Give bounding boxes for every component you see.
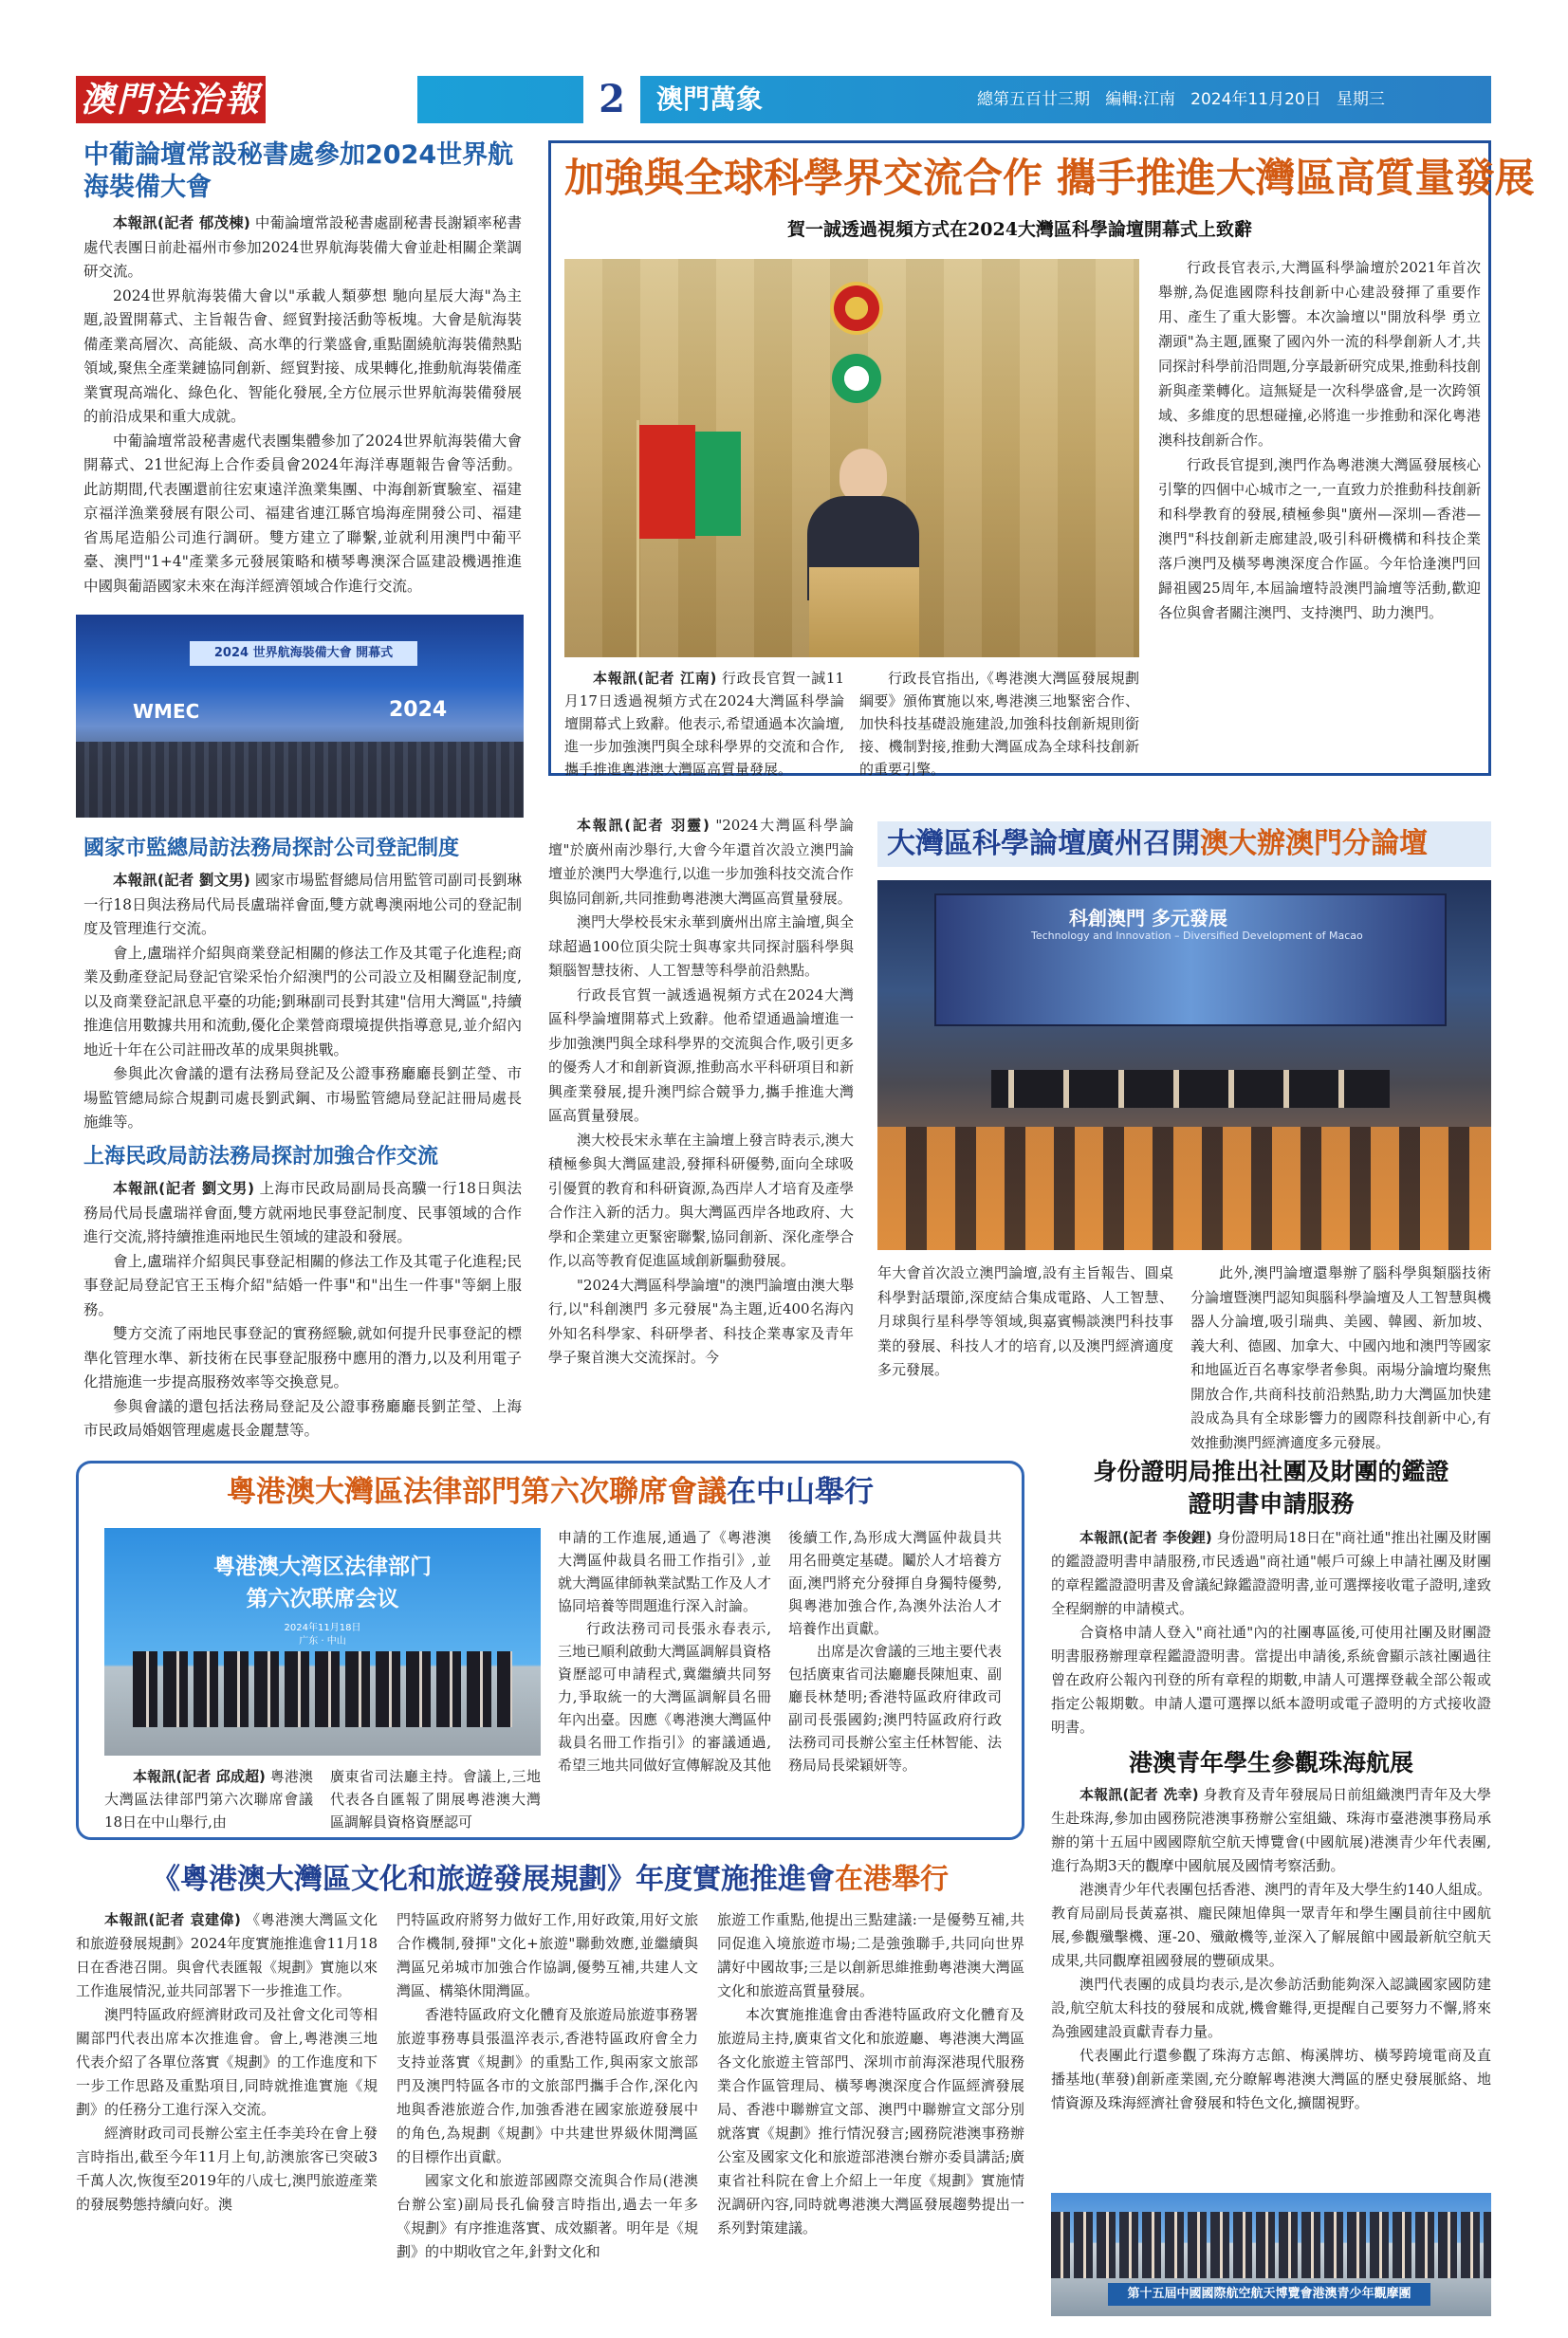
macao-flag	[695, 432, 741, 536]
panel-stage	[991, 1070, 1390, 1108]
screen-logo: WMEC	[133, 700, 200, 723]
section-name: 澳門萬象	[656, 83, 764, 115]
podium	[809, 567, 919, 657]
headline	[79, 1473, 1022, 1511]
para: 後續工作,為形成大灣區仲裁員共用名冊奠定基礎。鬮於人才培養方面,澳門將充分發揮自身獨特優勢,與粵港加強合作,為澳外法治人才培養作出貢獻。	[788, 1529, 1003, 1637]
main-right-col	[1158, 255, 1481, 625]
editor: 編輯:江南	[1105, 90, 1175, 109]
para: 門特區政府將努力做好工作,用好政策,用好文旅合作機制,發揮"文化+旅遊"聯動效應,並繼續與灣區兄弟城市加強合作協調,優勢互補,共建人文灣區、構築休閒灣區。	[397, 1911, 698, 1999]
photo-banner: 第十五屆中國國際航空航天博覽會港澳青少年觀摩團	[1108, 2283, 1430, 2306]
article-identity	[1051, 1456, 1491, 1740]
para: 中葡論壇常設秘書處副秘書長謝穎率秘書處代表團日前赴福州市參加2024世界航海裝備大會並赴相關企業調研交流。	[83, 214, 522, 280]
screen-title: 科創澳門 多元發展	[1069, 907, 1227, 930]
banner-line-3: 2024年11月18日	[284, 1623, 361, 1633]
para: 參與此次會議的還有法務局登記及公證事務廳廳長劉芷瑩、市場監管總局綜合規劃司處長劉武鋼、市場監管總局登記註冊局處長施維等。	[83, 1065, 522, 1131]
headline: 港澳青年學生參觀珠海航展	[1128, 1749, 1413, 1777]
weekday: 星期三	[1336, 90, 1385, 109]
title-a: 《粵港澳大灣區文化和旅遊發展規劃》年度實施推進會	[152, 1863, 835, 1896]
screen-logo-2: 2024	[389, 698, 448, 722]
wmec-photo	[76, 615, 524, 818]
title-b: 在港舉行	[835, 1863, 949, 1896]
china-flag	[638, 425, 695, 539]
para: 2024世界航海裝備大會以"承載人類夢想 馳向星辰大海"為主題,設置開幕式、主旨報告會、經貿對接活動等板塊。大會是航海裝備產業高層次、高能級、高水準的行業盛會,重點圍繞航海裝備熱點領域,聚焦全產業鏈協同創新、經貿對接、成果轉化,推動航海裝備產業實現高端化、綠色化、智能化發展,全方位展示世界航海裝備發展的前沿成果和重大成就。	[83, 286, 522, 425]
para: 身份證明局18日在"商社通"推出社團及財團的鑑證證明書申請服務,市民透過"商社通"帳戶可線上申請社團及財團的章程鑑證證明書及會議紀錄鑑證證明書,並可選擇接收電子證明,達致全程網辦的申請模式。	[1051, 1529, 1491, 1617]
legal-col-4	[788, 1526, 1002, 1777]
headline-line-1: 身份證明局推出社團及財團的鑑證	[1093, 1458, 1449, 1485]
audience-seats	[877, 1127, 1491, 1250]
main-caption-col-1	[564, 667, 844, 781]
legal-col-3	[558, 1526, 771, 1777]
forum-headline	[877, 821, 1491, 867]
para: 行政長官指出,《粵港澳大灣區發展規劃綱要》頒佈實施以來,粵港澳三地緊密合作、加快科技基礎設施建設,加強科技創新規則銜接、機制對接,推動大灣區成為全球科技創新的重要引擎。	[859, 670, 1139, 778]
para: 雙方交流了兩地民事登記的實務經驗,就如何提升民事登記的標準化管理水準、新技術在民事登記服務中應用的潛力,以及利用電子化措施進一步提高服務效率等交換意見。	[83, 1325, 522, 1390]
issue-info	[977, 76, 1385, 123]
para: 參與會議的還包括法務局登記及公證事務廳廳長劉芷瑩、上海市民政局婚姻管理處處長金麗慧等。	[83, 1397, 522, 1439]
caption: 行政長官賀一誠11月17日透過視頻方式在2024大灣區科學論壇開幕式上致辭。他表示,希望通過本次論壇,進一步加強澳門與全球科學界的交流和合作,攜手推進粵港澳大灣區高質量發展。	[564, 670, 844, 778]
byline: 本報訊(記者 羽靈)	[577, 817, 710, 834]
para: 澳大校長宋永華在主論壇上發言時表示,澳大積極參與大灣區建設,發揮科研優勢,面向全球吸引優質的教育和科研資源,為西岸人才培育及產學合作注入新的活力。與大灣區西岸各地政府、大學和企業建立更緊密聯繫,協同創新、深化產學合作,以高等教育促進區域創新驅動發展。	[548, 1131, 854, 1269]
para: 行政長官表示,大灣區科學論壇於2021年首次舉辦,為促進國際科技創新中心建設發揮了重要作用、產生了重大影響。本次論壇以"開放科學 勇立潮頭"為主題,匯聚了國內外一流的科學創新人才,共同探討科學前沿問題,分享最新研究成果,推動科技創新與產業轉化。這無疑是一次科學盛會,是一次跨領域、多維度的思想碰撞,必將進一步推動和深化粵港澳科技創新合作。	[1158, 259, 1481, 449]
para: 會上,盧瑞祥介紹與民事登記相關的修法工作及其電子化進程;民事登記局登記官王玉梅介紹"結婚一件事"和"出生一件事"等網上服務。	[83, 1252, 522, 1318]
byline: 本報訊(記者 李俊鋰)	[1079, 1529, 1212, 1546]
forum-col-b	[1190, 1261, 1491, 1455]
headline: 國家市監總局訪法務局探討公司登記制度	[83, 837, 460, 860]
para: 會上,盧瑞祥介紹與商業登記相關的修法工作及其電子化進程;商業及動產登記局登記官梁采怡介紹澳門的公司設立及相關登記制度,以及商業登記訊息平臺的功能;劉琳副司長對其建"信用大灣區",持續推進信用數據共用和流動,優化企業營商環境提供指導意見,並介紹內地近十年在公司註冊改革的成果與挑戰。	[83, 944, 522, 1059]
para: "2024大灣區科學論壇"於廣州南沙舉行,大會今年還首次設立澳門論壇並於澳門大學進行,以進一步加強科技交流合作與協同創新,共同推動粵港澳大灣區高質量發展。	[548, 817, 854, 907]
para: 此外,澳門論壇還舉辦了腦科學與類腦技術分論壇暨澳門認知與腦科學論壇及人工智慧與機器人分論壇,吸引瑞典、美國、韓國、新加坡、義大利、德國、加拿大、中國內地和澳門等國家和地區近百名專家學者參與。兩場分論壇均聚焦開放合作,共商科技前沿熱點,助力大灣區加快建設成為具有全球影響力的國際科技創新中心,有效推動澳門經濟適度多元發展。	[1190, 1264, 1491, 1451]
article-airshow	[1051, 1747, 1491, 2115]
group-people	[1051, 2212, 1491, 2278]
para: 行政長官提到,澳門作為粵港澳大灣區發展核心引擎的四個中心城市之一,一直致力於推動科技創新和科學教育的發展,積極參與"廣州—深圳—香港—澳門"科技創新走廊建設,吸引科研機構和科技企業落戶澳門及橫琴粵澳深度合作區。今年恰逢澳門回歸祖國25周年,本屆論壇特設澳門論壇等活動,歡迎各位與會者關注澳門、支持澳門、助力澳門。	[1158, 456, 1481, 621]
title-b: 在中山舉行	[727, 1475, 874, 1509]
main-caption-col-2	[859, 667, 1139, 781]
article-forum-body	[548, 814, 854, 1371]
para: 《粵港澳大灣區文化和旅遊發展規劃》2024年度實施推進會11月18日在香港召開。與會代表匯報《規劃》實施以來工作進展情況,並共同部署下一步推進工作。	[76, 1911, 378, 1999]
byline: 本報訊(記者 劉文男)	[113, 1180, 255, 1197]
article-body	[83, 1177, 522, 1444]
para: 上海市民政局副局長高驥一行18日與法務局代局長盧瑞祥會面,雙方就兩地民事登記制度、民事領域的合作進行交流,將持續推進兩地民生領域的建設和發展。	[83, 1180, 522, 1245]
speaker-figure	[839, 449, 887, 502]
airshow-photo	[1051, 2193, 1491, 2316]
para: 港澳青少年代表團包括香港、澳門的青年及大學生約140人組成。教育局副局長黃嘉祺、龐民陳旭偉與一眾青年和學生團員前往中國航展,參觀殲擊機、運-20、殲敵機等,並深入了解展館中國最新航空航天成果,共同觀摩祖國發展的豐碩成果。	[1051, 1881, 1491, 1969]
forum-title-b: 澳大辦澳門分論壇	[1200, 827, 1428, 860]
article-wmec	[83, 139, 522, 598]
headline: 上海民政局訪法務局探討加強合作交流	[83, 1145, 439, 1169]
page-number: 2	[583, 70, 640, 129]
byline: 本報訊(記者 冼幸)	[1079, 1786, 1199, 1803]
para: 澳門特區政府經濟財政司及社會文化司等相關部門代表出席本次推進會。會上,粵港澳三地代表介紹了各單位落實《規劃》的工作進度和下一步工作思路及重點項目,同時就推進實施《規劃》的任務分工進行深入交流。	[76, 2006, 378, 2118]
main-story-box	[548, 140, 1535, 778]
screen-subtitle: Technology and Innovation – Diversified Development of Macao	[1031, 930, 1363, 942]
para: 國家市場監督總局信用監管司副司長劉琳一行18日與法務局代局長盧瑞祥會面,雙方就粵澳兩地公司的登記制度及管理進行交流。	[83, 872, 522, 937]
headline-line-2: 證明書申請服務	[1188, 1490, 1355, 1518]
legal-col-2	[330, 1765, 541, 1833]
para: 澳門代表團的成員均表示,是次參訪活動能夠深入認識國家國防建設,航空航太科技的發展和成就,機會難得,更提醒自己要努力不懈,將來為強國建設貢獻青春力量。	[1051, 1976, 1491, 2040]
article-legal-box	[76, 1461, 1024, 1840]
article-body	[83, 212, 522, 598]
para: 中葡論壇常設秘書處代表團集體參加了2024世界航海裝備大會開幕式、21世紀海上合作委員會2024年海洋專題報告會等活動。此訪期間,代表團還前往宏東遠洋漁業集團、中海創新實驗室、福建京福洋漁業發展有限公司、福建省連江縣官塢海産開發公司、福建省馬尾造船公司進行調研。雙方建立了聯繫,並就利用澳門中葡平臺、澳門"1+4"產業多元發展策略和橫琴粵澳深合區建設機遇推進中國與葡語國家未來在海洋經濟領域合作進行交流。	[83, 432, 522, 595]
tourism-col-2	[397, 1908, 698, 2264]
article-tourism	[76, 1861, 1024, 1899]
main-headline: 加強與全球科學界交流合作 攜手推進大灣區高質量發展	[564, 155, 1535, 201]
para: "2024大灣區科學論壇"的澳門論壇由澳大舉行,以"科創澳門 多元發展"為主題,近400名海內外知名科學家、科研學者、科技企業專家及青年學子聚首澳大交流探討。今	[548, 1276, 854, 1366]
para: 申請的工作進展,通過了《粵港澳大灣區仲裁員名冊工作指引》,並就大灣區律師執業試點工作及人才協同培養等問題進行深入討論。	[558, 1529, 772, 1614]
caption: 粵港澳大灣區法律部門第六次聯席會議18日在中山舉行,由	[104, 1768, 313, 1831]
banner-line-4: 广东 · 中山	[299, 1636, 346, 1647]
para: 經濟財政司司長辦公室主任李美玲在會上發言時指出,截至今年11月上旬,訪澳旅客已突破3千萬人次,恢復至2019年的八成七,澳門旅遊產業的發展勢態持續向好。澳	[76, 2125, 378, 2213]
national-emblem	[830, 282, 883, 335]
masthead-logo: 澳門法治報	[76, 76, 266, 123]
para: 澳門大學校長宋永華到廣州出席主論壇,與全球超過100位頂尖院士與專家共同探討腦科學與類腦智慧技術、人工智慧等科學前沿熱點。	[548, 913, 854, 979]
article-samr	[83, 835, 522, 1135]
macao-emblem	[832, 354, 881, 403]
article-shanghai	[83, 1143, 522, 1444]
byline: 本報訊(記者 劉文男)	[113, 872, 250, 889]
para: 身教育及青年發展局日前組織澳門青年及大學生赴珠海,參加由國務院港澳事務辦公室組織、珠海市臺港澳事務局承辦的第十五屆中國國際航空航天博覽會(中國航展)港澳青少年代表團,進行為期3天的觀摩中國航展及國情考察活動。	[1051, 1786, 1491, 1874]
legal-photo	[104, 1528, 541, 1756]
article-body	[1051, 1526, 1491, 1740]
issue-number: 總第五百廿三期	[977, 90, 1090, 109]
banner-line-1: 粤港澳大湾区法律部门	[213, 1555, 432, 1579]
byline: 本報訊(記者 郁茂棟)	[113, 214, 250, 231]
issue-date: 2024年11月20日	[1190, 90, 1321, 109]
headline-line-1: 中葡論壇常設秘書處參加2024世界航	[83, 140, 514, 170]
headline-line-2: 海裝備大會	[83, 173, 212, 202]
article-body	[1051, 1783, 1491, 2115]
para: 旅遊工作重點,他提出三點建議:一是優勢互補,共同促進入境旅遊市場;二是強強聯手,共同向世界講好中國故事;三是以創新思維推動粵港澳大灣區文化和旅遊高質量發展。	[717, 1911, 1024, 1999]
para: 年大會首次設立澳門論壇,設有主旨報告、圓桌科學對話環節,深度結合集成電路、人工智慧、月球與行星科學等領域,與嘉賓暢談澳門科技事業的發展、科技人才的培育,以及澳門經濟適度多元發展。	[877, 1264, 1173, 1378]
forum-title-a: 大灣區科學論壇廣州召開	[887, 827, 1200, 860]
byline: 本報訊(記者 袁建偉)	[104, 1911, 241, 1928]
byline: 本報訊(記者 江南)	[593, 670, 717, 687]
forum-col-a	[877, 1261, 1173, 1383]
para: 香港特區政府文化體育及旅遊局旅遊事務署旅遊事務專員張溫淬表示,香港特區政府會全力支持並落實《規劃》的重點工作,與兩家文旅部門及澳門特區各市的文旅部門攜手合作,深化內地與香港旅遊合作,加強香港在國家旅遊發展中的角色,為規劃《規劃》中共建世界級休閒灣區的目標作出貢獻。	[397, 2006, 698, 2165]
masthead	[76, 76, 1491, 123]
official-photo	[564, 259, 1139, 657]
para: 行政法務司司長張永春表示,三地已順利啟動大灣區調解員資格資歷認可申請程式,冀繼續共同努力,爭取統一的大灣區調解員名冊年內出臺。因應《粵港澳大灣區仲裁員名冊工作指引》的審議通過,希望三地共同做好宣傳解說及其他	[558, 1620, 772, 1774]
group-people	[133, 1651, 512, 1727]
para: 合資格申請人登入"商社通"內的社團專區後,可使用社團及財團證明書服務辦理章程鑑證證明書。當提出申請後,系統會顯示該社團過往曾在政府公報內刊登的所有章程的期數,申請人可選擇登載全部公報或指定公報期數。申請人還可選擇以紙本證明或電子證明的方式接收證明書。	[1051, 1624, 1491, 1736]
legal-caption	[104, 1765, 313, 1833]
headline	[76, 1861, 1024, 1899]
headline	[1051, 1456, 1491, 1520]
main-subhead: 賀一誠透過視頻方式在2024大灣區科學論壇開幕式上致辭	[787, 219, 1252, 240]
para: 代表團此行還參觀了珠海方志館、梅溪牌坊、橫琴跨境電商及直播基地(華發)創新產業園,充分瞭解粵港澳大灣區的歷史發展脈絡、地情資源及珠海經濟社會發展和特色文化,擴闊視野。	[1051, 2047, 1491, 2111]
para: 行政長官賀一誠透過視頻方式在2024大灣區科學論壇開幕式上致辭。他希望通過論壇進一步加強澳門與全球科學界的交流與合作,吸引更多的優秀人才和創新資源,推動高水平科研項目和新興產業發展,提升澳門綜合競爭力,攜手推進大灣區高質量發展。	[548, 985, 854, 1124]
stage-screen	[934, 893, 1447, 1026]
flag-pole	[636, 420, 639, 657]
tourism-col-1	[76, 1908, 378, 2217]
stage-screen: 2024 世界航海裝備大會 開幕式	[190, 641, 417, 666]
para: 本次實施推進會由香港特區政府文化體育及旅遊局主持,廣東省文化和旅遊廳、粵港澳大灣區各文化旅遊主管部門、深圳市前海深港現代服務業合作區管理局、橫琴粵澳深度合作區經濟發展局、香港中聯辦宣文部、澳門中聯辦宣文部分別就落實《規劃》推行情況發言;國務院港澳事務辦公室及國家文化和旅遊部港澳台辦亦委員講話;廣東省社科院在會上介紹上一年度《規劃》實施情況調研內容,同時就粵港澳大灣區發展趨勢提出一系列對策建議。	[717, 2006, 1024, 2237]
para: 廣東省司法廳主持。會議上,三地代表各自匯報了開展粵港澳大灣區調解員資格資歷認可	[330, 1768, 541, 1831]
para: 出席是次會議的三地主要代表包括廣東省司法廳廳長陳旭東、副廳長林楚明;香港特區政府律政司副司長張國鈞;澳門特區政府行政法務司司長辦公室主任林智能、法務局局長梁穎妍等。	[788, 1643, 1003, 1774]
tourism-col-3	[717, 1908, 1024, 2240]
audience	[76, 742, 524, 818]
banner-line-2: 第六次联席会议	[246, 1587, 399, 1611]
byline: 本報訊(記者 邱成超)	[133, 1768, 266, 1785]
forum-photo	[877, 880, 1491, 1250]
title-a: 粵港澳大灣區法律部門第六次聯席會議	[227, 1475, 727, 1509]
headline	[83, 139, 522, 204]
article-body	[83, 869, 522, 1135]
para: 國家文化和旅遊部國際交流與合作局(港澳台辦公室)副局長孔倫發言時指出,過去一年多《規劃》有序推進落實、成效顯著。明年是《規劃》的中期收官之年,針對文化和	[397, 2172, 698, 2260]
